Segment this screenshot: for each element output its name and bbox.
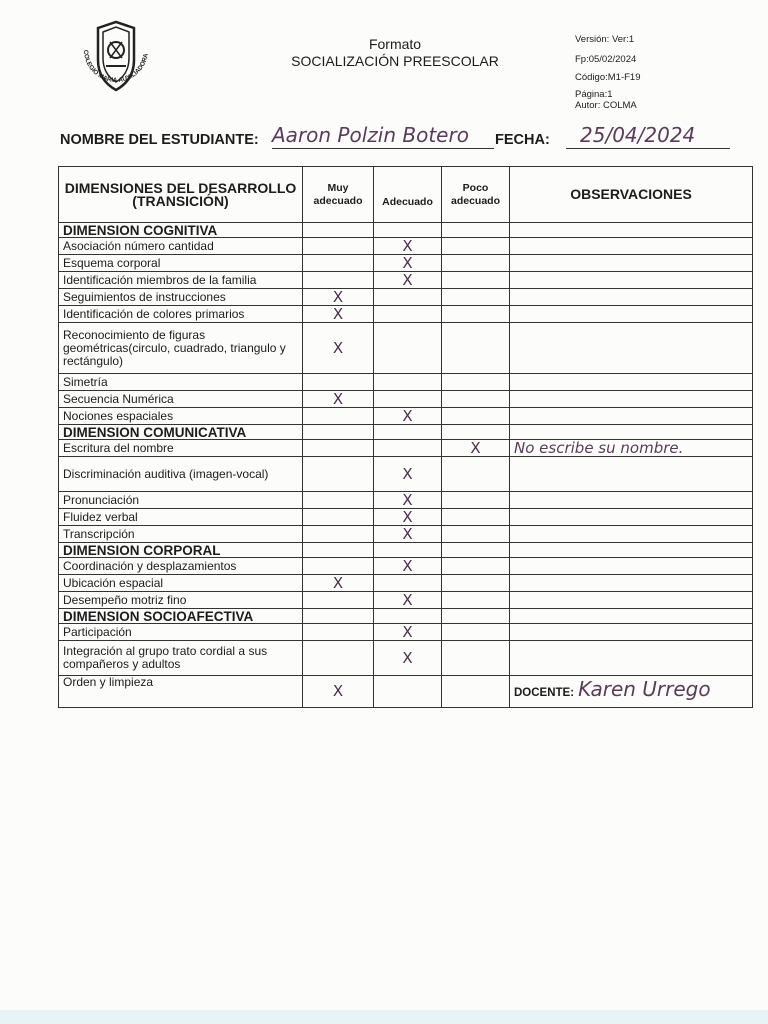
empty-cell bbox=[303, 408, 374, 425]
observation-cell bbox=[510, 408, 753, 425]
header-poco-adecuado: Poco adecuado bbox=[442, 167, 510, 223]
criterion-label: Pronunciación bbox=[59, 492, 303, 509]
criterion-label: Nociones espaciales bbox=[59, 408, 303, 425]
empty-cell bbox=[442, 575, 510, 592]
criterion-row bbox=[59, 323, 753, 374]
empty-cell bbox=[442, 289, 510, 306]
check-mark-adecuado: X bbox=[374, 624, 442, 641]
check-mark-adecuado: X bbox=[374, 592, 442, 609]
empty-cell bbox=[442, 641, 510, 676]
title-line-1: Formato bbox=[368, 36, 422, 52]
section-row bbox=[59, 543, 753, 558]
empty-cell bbox=[510, 223, 753, 238]
criterion-row bbox=[59, 509, 753, 526]
check-mark-adecuado: X bbox=[374, 526, 442, 543]
check-mark-adecuado: X bbox=[374, 255, 442, 272]
criterion-row bbox=[59, 440, 753, 457]
observation-cell bbox=[510, 575, 753, 592]
empty-cell bbox=[303, 255, 374, 272]
criterion-row bbox=[59, 272, 753, 289]
empty-cell bbox=[442, 391, 510, 408]
check-mark-poco: X bbox=[442, 440, 510, 457]
meta-codigo: Código:M1-F19 bbox=[575, 72, 641, 83]
header-adecuado: Adecuado bbox=[374, 167, 442, 223]
criterion-label: Esquema corporal bbox=[59, 255, 303, 272]
criterion-row bbox=[59, 457, 753, 492]
observation-cell bbox=[510, 592, 753, 609]
observation-cell bbox=[510, 509, 753, 526]
section-title: DIMENSION COGNITIVA bbox=[59, 223, 303, 238]
table-header-row bbox=[59, 167, 753, 223]
empty-cell bbox=[303, 526, 374, 543]
criterion-row bbox=[59, 374, 753, 391]
empty-cell bbox=[374, 306, 442, 323]
meta-version: Versión: Ver:1 bbox=[575, 34, 635, 45]
meta-pagina: Página:1 bbox=[575, 89, 613, 100]
empty-cell bbox=[303, 592, 374, 609]
criterion-label: Fluidez verbal bbox=[59, 509, 303, 526]
empty-cell bbox=[374, 425, 442, 440]
observation-cell bbox=[510, 255, 753, 272]
observation-cell bbox=[510, 374, 753, 391]
empty-cell bbox=[442, 509, 510, 526]
criterion-row bbox=[59, 558, 753, 575]
criterion-label: Identificación miembros de la familia bbox=[59, 272, 303, 289]
check-mark-muy: X bbox=[303, 306, 374, 323]
title-line-2: SOCIALIZACIÓN PREESCOLAR bbox=[291, 53, 499, 69]
criterion-label: Integración al grupo trato cordial a sus compañeros y adultos bbox=[59, 641, 303, 676]
check-mark-adecuado: X bbox=[374, 492, 442, 509]
empty-cell bbox=[442, 492, 510, 509]
criterion-row bbox=[59, 592, 753, 609]
criterion-row bbox=[59, 676, 753, 708]
criterion-label: Transcripción bbox=[59, 526, 303, 543]
meta-autor: Autor: COLMA bbox=[575, 100, 637, 111]
empty-cell bbox=[510, 609, 753, 624]
empty-cell bbox=[303, 543, 374, 558]
criterion-label: Asociación número cantidad bbox=[59, 238, 303, 255]
empty-cell bbox=[303, 238, 374, 255]
empty-cell bbox=[303, 425, 374, 440]
empty-cell bbox=[303, 272, 374, 289]
empty-cell bbox=[303, 374, 374, 391]
empty-cell bbox=[303, 457, 374, 492]
date-value: 25/04/2024 bbox=[566, 124, 730, 149]
empty-cell bbox=[442, 676, 510, 708]
criterion-label: Identificación de colores primarios bbox=[59, 306, 303, 323]
observation-cell bbox=[510, 641, 753, 676]
empty-cell bbox=[442, 223, 510, 238]
criterion-label: Desempeño motriz fino bbox=[59, 592, 303, 609]
criterion-row bbox=[59, 492, 753, 509]
logo-text: COLEGIO MARIA AUXILIADORA bbox=[81, 49, 150, 85]
docente-label: DOCENTE: bbox=[514, 687, 575, 699]
empty-cell bbox=[442, 543, 510, 558]
empty-cell bbox=[374, 223, 442, 238]
section-title: DIMENSION COMUNICATIVA bbox=[59, 425, 303, 440]
criterion-row bbox=[59, 624, 753, 641]
criterion-label: Orden y limpieza bbox=[59, 676, 303, 708]
criterion-label: Simetría bbox=[59, 374, 303, 391]
observation-cell bbox=[510, 457, 753, 492]
empty-cell bbox=[442, 425, 510, 440]
header-observaciones: OBSERVACIONES bbox=[510, 167, 753, 223]
criterion-label: Escritura del nombre bbox=[59, 440, 303, 457]
empty-cell bbox=[303, 641, 374, 676]
empty-cell bbox=[374, 543, 442, 558]
empty-cell bbox=[303, 440, 374, 457]
observation-cell bbox=[510, 391, 753, 408]
check-mark-adecuado: X bbox=[374, 641, 442, 676]
empty-cell bbox=[442, 374, 510, 391]
empty-cell bbox=[442, 255, 510, 272]
section-row bbox=[59, 609, 753, 624]
page-bottom-strip bbox=[0, 1010, 768, 1024]
check-mark-adecuado: X bbox=[374, 238, 442, 255]
empty-cell bbox=[442, 323, 510, 374]
empty-cell bbox=[510, 425, 753, 440]
criterion-label: Discriminación auditiva (imagen-vocal) bbox=[59, 457, 303, 492]
criterion-label: Coordinación y desplazamientos bbox=[59, 558, 303, 575]
empty-cell bbox=[374, 440, 442, 457]
empty-cell bbox=[442, 408, 510, 425]
check-mark-muy: X bbox=[303, 575, 374, 592]
observation-cell bbox=[510, 526, 753, 543]
empty-cell bbox=[303, 509, 374, 526]
criterion-row bbox=[59, 289, 753, 306]
empty-cell bbox=[303, 492, 374, 509]
assessment-table bbox=[58, 166, 753, 708]
observation-cell bbox=[510, 272, 753, 289]
criterion-row bbox=[59, 238, 753, 255]
empty-cell bbox=[442, 526, 510, 543]
empty-cell bbox=[442, 624, 510, 641]
observation-cell bbox=[510, 624, 753, 641]
observation-cell bbox=[510, 323, 753, 374]
document-meta bbox=[575, 33, 640, 112]
empty-cell bbox=[442, 609, 510, 624]
empty-cell bbox=[303, 609, 374, 624]
observation-cell bbox=[510, 492, 753, 509]
docente-signature: Karen Urrego bbox=[578, 677, 711, 701]
section-title: DIMENSION SOCIOAFECTIVA bbox=[59, 609, 303, 624]
student-name-label: NOMBRE DEL ESTUDIANTE: bbox=[60, 132, 259, 148]
form-title bbox=[275, 36, 515, 70]
section-title: DIMENSION CORPORAL bbox=[59, 543, 303, 558]
empty-cell bbox=[374, 575, 442, 592]
observation-note: No escribe su nombre. bbox=[510, 440, 753, 457]
header-muy-adecuado: Muy adecuado bbox=[303, 167, 374, 223]
empty-cell bbox=[374, 609, 442, 624]
empty-cell bbox=[442, 306, 510, 323]
check-mark-adecuado: X bbox=[374, 408, 442, 425]
empty-cell bbox=[374, 289, 442, 306]
check-mark-adecuado: X bbox=[374, 558, 442, 575]
criterion-label: Secuencia Numérica bbox=[59, 391, 303, 408]
student-info-row bbox=[60, 122, 740, 154]
check-mark-muy: X bbox=[303, 289, 374, 306]
criterion-row bbox=[59, 408, 753, 425]
section-row bbox=[59, 425, 753, 440]
header-dimensions: DIMENSIONES DEL DESARROLLO (TRANSICIÓN) bbox=[59, 167, 303, 223]
check-mark-muy: X bbox=[303, 391, 374, 408]
check-mark-muy: X bbox=[303, 323, 374, 374]
table-body bbox=[59, 223, 753, 708]
check-mark-adecuado: X bbox=[374, 272, 442, 289]
criterion-row bbox=[59, 391, 753, 408]
empty-cell bbox=[303, 624, 374, 641]
empty-cell bbox=[510, 543, 753, 558]
meta-fp: Fp:05/02/2024 bbox=[575, 54, 637, 65]
observation-cell bbox=[510, 289, 753, 306]
empty-cell bbox=[374, 391, 442, 408]
empty-cell bbox=[442, 272, 510, 289]
criterion-row bbox=[59, 255, 753, 272]
check-mark-muy: X bbox=[303, 676, 374, 708]
criterion-label: Ubicación espacial bbox=[59, 575, 303, 592]
observation-cell bbox=[510, 558, 753, 575]
criterion-row bbox=[59, 575, 753, 592]
empty-cell bbox=[442, 592, 510, 609]
observation-cell bbox=[510, 238, 753, 255]
docente-cell bbox=[510, 676, 753, 708]
criterion-label: Reconocimiento de figuras geométricas(circulo, cuadrado, triangulo y rectángulo) bbox=[59, 323, 303, 374]
check-mark-adecuado: X bbox=[374, 457, 442, 492]
school-logo bbox=[76, 20, 156, 104]
date-label: FECHA: bbox=[495, 132, 550, 148]
empty-cell bbox=[442, 558, 510, 575]
empty-cell bbox=[374, 374, 442, 391]
empty-cell bbox=[442, 457, 510, 492]
empty-cell bbox=[374, 323, 442, 374]
empty-cell bbox=[442, 238, 510, 255]
criterion-row bbox=[59, 641, 753, 676]
criterion-row bbox=[59, 526, 753, 543]
empty-cell bbox=[303, 223, 374, 238]
empty-cell bbox=[374, 676, 442, 708]
section-row bbox=[59, 223, 753, 238]
student-name-value: Aaron Polzin Botero bbox=[272, 124, 494, 149]
criterion-label: Participación bbox=[59, 624, 303, 641]
criterion-label: Seguimientos de instrucciones bbox=[59, 289, 303, 306]
empty-cell bbox=[303, 558, 374, 575]
criterion-row bbox=[59, 306, 753, 323]
observation-cell bbox=[510, 306, 753, 323]
check-mark-adecuado: X bbox=[374, 509, 442, 526]
